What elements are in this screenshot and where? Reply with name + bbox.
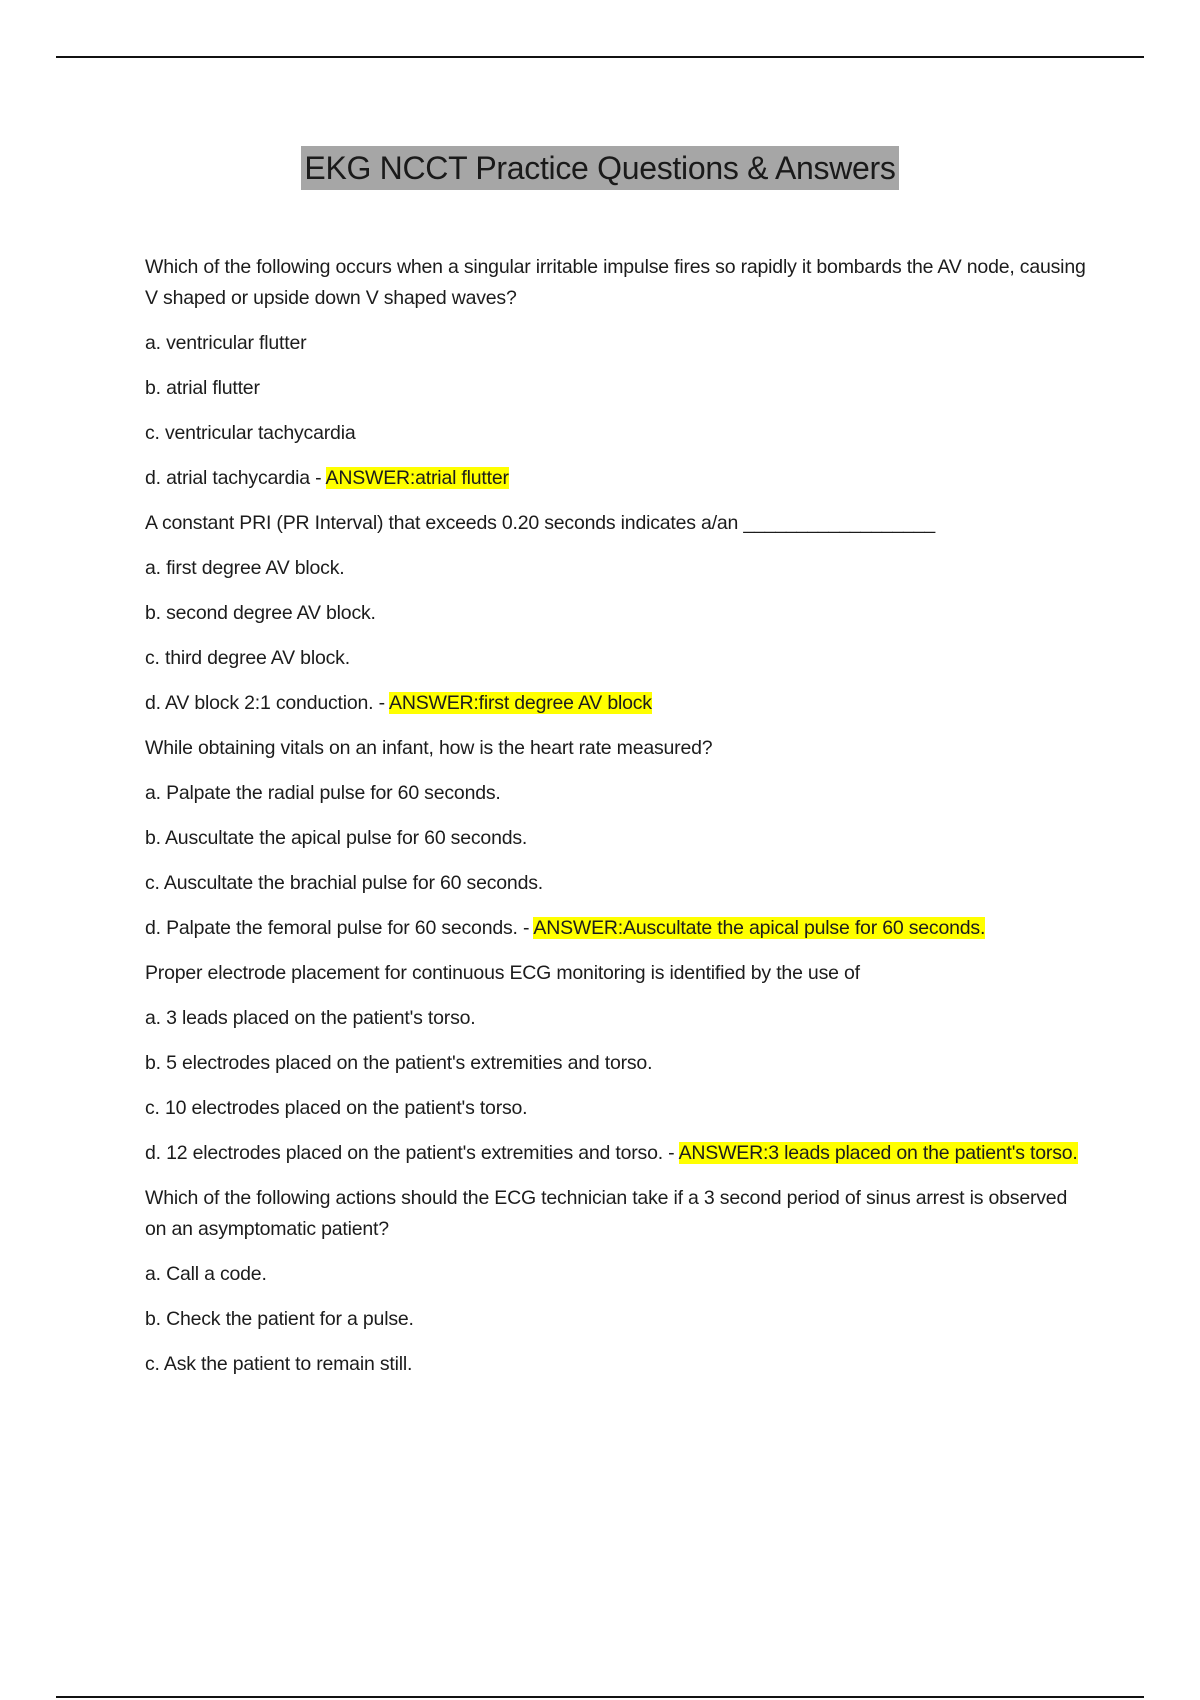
option: c. third degree AV block.: [145, 647, 350, 669]
question-text: Proper electrode placement for continuous ECG monitoring is identified by the use of: [145, 962, 860, 984]
option: b. atrial flutter: [145, 377, 260, 399]
question-text: While obtaining vitals on an infant, how is the heart rate measured?: [145, 737, 713, 759]
document-body: [145, 252, 1090, 1394]
option: a. ventricular flutter: [145, 332, 307, 354]
option: a. Palpate the radial pulse for 60 seconds.: [145, 782, 501, 804]
question-text: Which of the following occurs when a singular irritable impulse fires so rapidly it bombards the AV node, causing V shaped or upside down V shaped waves?: [145, 256, 1086, 309]
option: c. Auscultate the brachial pulse for 60 seconds.: [145, 872, 543, 894]
option: b. 5 electrodes placed on the patient's extremities and torso.: [145, 1052, 653, 1074]
option: c. ventricular tachycardia: [145, 422, 356, 444]
answer-highlight: ANSWER:atrial flutter: [325, 467, 509, 489]
answer-highlight: ANSWER:first degree AV block: [389, 692, 652, 714]
answer-highlight: ANSWER:3 leads placed on the patient's torso.: [678, 1142, 1078, 1164]
top-rule: [56, 56, 1144, 58]
bottom-rule: [56, 1696, 1144, 1698]
option-with-answer: [145, 463, 1090, 494]
option-with-answer: [145, 1138, 1090, 1169]
option: a. first degree AV block.: [145, 557, 345, 579]
answer-highlight: ANSWER:Auscultate the apical pulse for 60 seconds.: [533, 917, 986, 939]
option: b. second degree AV block.: [145, 602, 376, 624]
option: d. Palpate the femoral pulse for 60 seconds. -: [145, 917, 534, 939]
option-with-answer: [145, 688, 1090, 719]
option: c. 10 electrodes placed on the patient's torso.: [145, 1097, 528, 1119]
option: c. Ask the patient to remain still.: [145, 1353, 413, 1375]
option-with-answer: [145, 913, 1090, 944]
option: d. 12 electrodes placed on the patient's extremities and torso. -: [145, 1142, 679, 1164]
question-text: A constant PRI (PR Interval) that exceeds 0.20 seconds indicates a/an __________________: [145, 512, 936, 534]
option: a. 3 leads placed on the patient's torso.: [145, 1007, 476, 1029]
title-wrap: [0, 146, 1200, 190]
option: b. Check the patient for a pulse.: [145, 1308, 414, 1330]
question-text: Which of the following actions should the ECG technician take if a 3 second period of sinus arrest is observed on an asymptomatic patient?: [145, 1187, 1068, 1240]
option: a. Call a code.: [145, 1263, 267, 1285]
option: b. Auscultate the apical pulse for 60 seconds.: [145, 827, 528, 849]
option: d. atrial tachycardia -: [145, 467, 326, 489]
option: d. AV block 2:1 conduction. -: [145, 692, 390, 714]
document-title: EKG NCCT Practice Questions & Answers: [301, 146, 898, 190]
